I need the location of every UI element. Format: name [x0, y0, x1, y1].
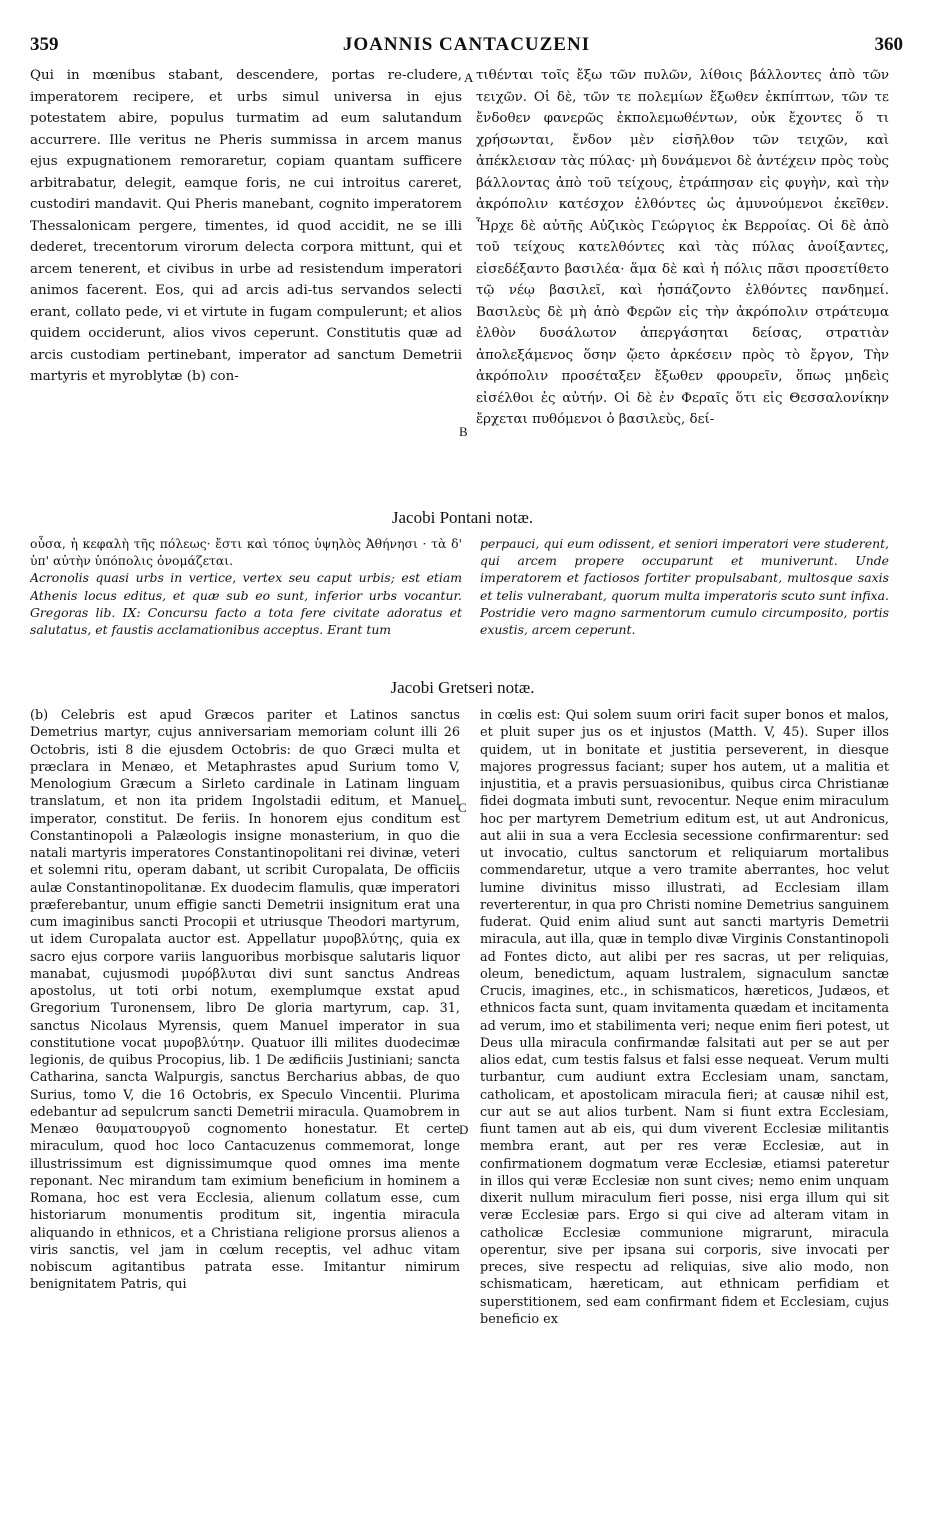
pontanus-right-text: perpauci, qui eum odissent, et seniori imperatori vere studerent, qui arcem propere occuparunt et muniverunt. Unde imperatorem et factiosos fortiter propulsabant, multosque saxis et telis vulnerabant, quorum multa imperatoris scuto sunt infixa. Postridie vero magno sarmentorum cumulo circumposito, portis exustis, arcem ceperunt.: [480, 536, 889, 638]
pontanus-greek-line: οὖσα, ἡ κεφαλὴ τῆς πόλεως· ἔστι καὶ τόπος ὑψηλὸς Ἀθήνησι · τὰ δ' ὑπ' αὐτὴν ὑπόπολις ὀνομάζεται.: [30, 536, 462, 569]
gretser-right-text: in cœlis est: Qui solem suum oriri facit super bonos et malos, et pluit super jus os et injustos (Matth. V, 45). Super illos quidem, ut in bonitate et justitia perseverent, in diesque majores progressus faciant; super hos autem, ut a malitia et injustitia, et a pravis persuasionibus, quibus circa Christianæ fidei dogmata imbuti sunt, revocentur. Neque enim miraculum hoc per martyrem Demetrium editum est, ut aut Andronicus, aut alii in sua a vera Ecclesia secessione confirmarentur: sed ut invocatio, cultus sanctorum et reliquiarum mortalibus commendaretur, utque a vero tramite aberrantes, hoc velut lumine divinitus misso illustrati, ad Ecclesiam illam reverterentur, in qua pro Christi nomine Demetrius sanguinem fuderat. Quid enim aliud sunt aut sancti martyris Demetrii miracula, aut illa, quæ in templo divæ Virginis Constantinopoli ad Fontes dicto, aut alibi per res sacras, ut per reliquias, oleum, benedictum, aquam lustralem, signaculum sanctæ Crucis, imagines, etc., in schismaticos, hæreticos, Judæos, et ethnicos facta sunt, quam invitamenta quædam et incitamenta ad verum, imo et stabilimenta veri; neque enim fieri potest, ut Deus ulla miracula confirmandæ falsitati aut per se aut per alios edat, cum testis falsus et falsi esse nequeat. Verum multi turbantur, cum audiunt extra Ecclesiam unam, sanctam, catholicam, et apostolicam miracula fieri; at causæ nihil est, cur aut se aut alios turbent. Nam si fiunt extra Ecclesiam, fiunt tamen aut ab eis, qui dum viverent Ecclesiæ militantis membra erant, aut per res veræ Ecclesiæ, aut in confirmationem dogmatum veræ Ecclesiæ, etiamsi pateretur in illos qui veræ Ecclesiæ non sunt cives; nemo enim unquam dixerit nullum miraculum fieri posse, nisi erga illum qui sit veræ Ecclesiæ pars. Ergo si qui cive ad alteram vitam in catholicæ Ecclesiæ communione migrarunt, miracula operentur, sive per ipsana sui corporis, sive invocati per preces, sive respectu ad reliquias, sive alio modo, non schismaticam, hæreticam, aut ethnicam perfidiam et superstitionem, sed eam confirmant fidem et Ecclesiam, cujus beneficio ex: [480, 708, 889, 1327]
gretser-notes-right: [480, 707, 889, 1524]
pontanus-notes-left: [30, 535, 462, 665]
latin-text: Qui in mœnibus stabant, descendere, portas re-cludere, imperatorem recipere, et urbs simul universa in ejus potestatem abire, populus turmatim ad eum salutandum accurrere. Ille veritus ne Pheris summissa in arcem manus ejus expugnationem remoraretur, copiam quantam sufficere arbitrabatur, delegit, eamque foris, ne cui introitus careret, custodiri mandavit. Qui Pheris manebant, cognito imperatorem Thessalonicam pergere, timentes, id quod accidit, ne se illi dederet, trecentorum virorum delecta corpora mittunt, qui et arcem tenerent, et civibus in urbe ad resistendum imperatori animos facerent. Eos, qui ad arcis adi-tus servandos selecti erant, collato pede, vi et virtute in fugam compulerunt; et alios quidem occiderunt, alios vivos ceperunt. Constitutis quæ ad arcis custodiam pertinebant, imperator ad sanctum Demetrii martyris et myroblytæ (b) con-: [30, 68, 462, 384]
gretser-notes-left: [30, 707, 460, 1524]
running-header: [30, 18, 903, 55]
gretser-notes-heading: Jacobi Gretseri notæ.: [390, 678, 535, 697]
pontanus-left-text: Acronolis quasi urbs in vertice, vertex seu caput urbis; est etiam Athenis locus editus, et quæ sub eo sunt, inferior urbs vocantur. Gregoras lib. IX: Concursu facto a tota fere civitate adoratus et salutatus, et faustis acclamationibus acceptus. Erant tum: [30, 570, 462, 638]
margin-letter-b: B: [459, 424, 468, 439]
page-title: JOANNIS CANTACUZENI: [342, 34, 591, 55]
margin-letter-c: C: [458, 800, 467, 815]
margin-letter-d: D: [459, 1122, 469, 1137]
page-number-right: 360: [874, 34, 903, 55]
greek-text-column: [476, 65, 889, 501]
margin-letter-a: A: [464, 70, 474, 85]
page-number-left: 359: [30, 34, 59, 55]
greek-text: τιθένται τοῖς ἔξω τῶν πυλῶν, λίθοις βάλλοντες ἀπὸ τῶν τειχῶν. Οἱ δὲ, τῶν τε πολεμίων ἔξωθεν ἐκπίπτων, τῶν τε ἔνδοθεν φανερῶς ἐκπολεμωθέντων, οὐκ ἔχοντες ὅ τι χρήσωνται, ἔνδον μὲν εἰσῆλθον τῶν τειχῶν, καὶ ἀπέκλεισαν τὰς πύλας· μὴ δυνάμενοι δὲ ἀντέχειν πρὸς τοὺς βάλλοντας ἀπὸ τοῦ τείχους, ἐτράπησαν εἰς φυγὴν, καὶ τὴν ἀκρόπολιν κατέσχον ἐλθόντες ὡς ἀμυνούμενοι ἐκεῖθεν. Ἦρχε δὲ αὐτῆς Αὐζικὸς Γεώργιος ἐκ Βερροίας. Οἱ δὲ ἀπὸ τοῦ τείχους κατελθόντες καὶ τὰς πύλας ἀνοίξαντες, εἰσεδέξαντο βασιλέα· ἅμα δὲ καὶ ἡ πόλις πᾶσι προσετίθετο τῷ νέῳ βασιλεῖ, καὶ ἠσπάζοντο ἐλθόντες πανδημεί. Βασιλεὺς δὲ μὴ ἀπὸ Φερῶν εἰς τὴν ἀκρόπολιν στράτευμα ἐλθὸν δυσάλωτον ἀπεργάσηται δείσας, στρατιὰν ἀπολεξάμενος ὅσην ᾤετο ἀρκέσειν πρὸς τὸ ἔργον, Τὴν ἀκρόπολιν προσέταξεν ἔξωθεν φρουρεῖν, ὅπως μηδεὶς εἰσέλθοι ἐς αὐτήν. Οἱ δὲ ἐν Φεραῖς ὅτι εἰς Θεσσαλονίκην ἔρχεται πυθόμενοι ὁ βασιλεὺς, δεί-: [476, 68, 889, 427]
gretser-left-text: (b) Celebris est apud Græcos pariter et Latinos sanctus Demetrius martyr, cujus anniversariam memoriam colunt illi 26 Octobris, isti 8 die ejusdem Octobris: de quo Græci multa et præclara in Menæo, et Metaphrastes apud Surium tomo V, Menologium Græcum a Sirleto cardinale in Latinam linguam translatum, et non ita pridem Ingolstadii editum, et Manuel imperator, constitut. De feriis. In honorem ejus conditum est Constantinopoli a Palæologis insigne monasterium, in quo die natali martyris imperatores Constantinopolitani rei divinæ, veteri et solemni ritu, operam dabant, ut scribit Curopalata, De officiis aulæ Constantinopolitanæ. Ex duodecim flamulis, quæ imperatori præferebantur, unum effigie sancti Demetrii insignitum erat una cum imaginibus sancti Procopii et utriusque Theodori martyrum, ut idem Curopalata auctor est. Appellatur μυροβλύτης, quia ex sacro ejus corpore variis languoribus morbisque salutaris liquor manabat, cujusmodi μυρόβλυται divi sunt sanctus Andreas apostolus, ut toti orbi notum, exemplumque exstat apud Gregorium Turonensem, libro De gloria martyrum, cap. 31, sanctus Nicolaus Myrensis, quem Manuel imperator in sua constitutione vocat μυροβλύτην. Quatuor illi milites duodecimæ legionis, de quibus Procopius, lib. 1 De ædificiis Justiniani; sancta Catharina, sancta Walpurgis, sanctus Bercharius abbas, de quo Surius, tomo V, die 16 Octobris, ex Speculo Vincentii. Plurima edebantur ad sepulcrum sancti Demetrii miracula. Quamobrem in Menæo θαυματουργοῦ cognomento honestatur. Et certe miraculum, quod hoc loco Cantacuzenus commemorat, longe illustrissimum est dignissimumque quod omnes ima mente reponant. Nec mirandum tam eximium beneficium in hominem a Romana, hoc est vera Ecclesia, alienum collatum esse, cum historiarum monumentis proditum sit, ingentia miracula aliquando in ethnicos, et a Christiana religione prorsus alienos a viris sanctis, vel jam in cœlum receptis, vel adhuc vitam nobiscum agitantibus patrata esse. Imitantur nimirum benignitatem Patris, qui: [30, 708, 460, 1293]
pontanus-notes-right: [480, 535, 889, 665]
latin-text-column: [30, 65, 462, 501]
pontanus-notes-heading: Jacobi Pontani notæ.: [391, 508, 534, 527]
